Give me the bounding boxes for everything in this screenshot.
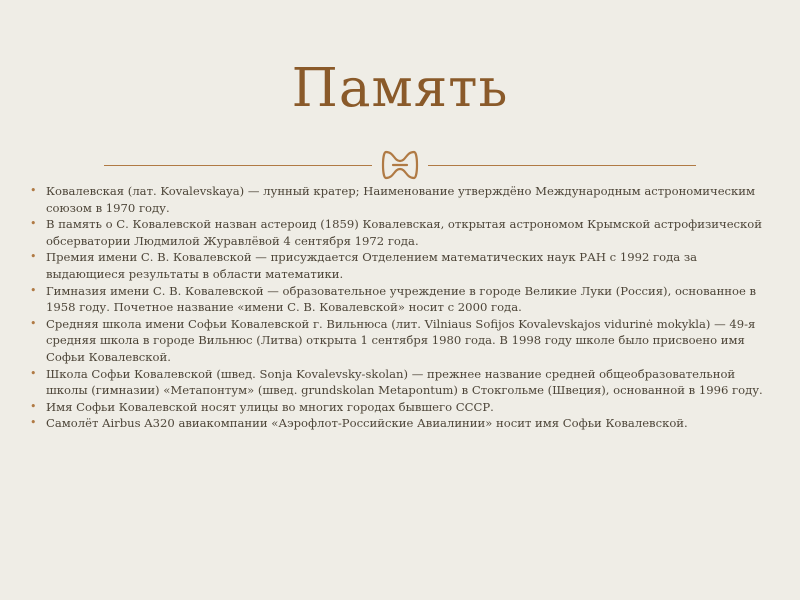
bullet-text: Самолёт Airbus A320 авиакомпании «Аэрофлот-Российские Авиалинии» носит имя Софьи Ковалевской. [46,416,688,431]
bullet-item [28,415,776,432]
divider-line-left [104,165,372,166]
bullet-text: Премия имени С. В. Ковалевской — присуждается Отделением математических наук РАН с 1992 года за выдающиеся результаты в области математики. [46,250,698,281]
bullet-text: Гимназия имени С. В. Ковалевской — образовательное учреждение в городе Великие Луки (Россия), основанное в 1958 году. Почетное название «имени С. В. Ковалевской» носит с 2000 года. [46,283,757,315]
bullet-item [28,316,776,366]
bullet-item [28,366,776,399]
bullet-marker-icon: • [30,399,37,413]
bullet-marker-icon: • [30,283,37,297]
bullet-text: В память о С. Ковалевской назван астероид (1859) Ковалевская, открытая астрономом Крымской астрофизической обсерватории Людмилой Журавлёвой 4 сентября 1972 года. [46,217,762,248]
bullet-marker-icon: • [30,316,37,330]
bullet-text: Школа Софьи Ковалевской (швед. Sonja Kovalevsky-skolan) — прежнее название средней общеобразовательной школы (гимназии) «Метапонтум» (швед. grundskolan Metapontum) в Стокгольме (Швеция), основанной в 1996 году. [46,366,763,398]
bullet-item [28,283,776,316]
bullet-item [28,183,776,216]
bullet-text: Средняя школа имени Софьи Ковалевской г. Вильнюса (лит. Vilniaus Sofijos Kovalevskajos vidurinė mokykla) — 49-я средняя школа в городе Вильнюс (Литва) открыта 1 сентября 1980 года. В 1998 году школе было присвоено имя Софьи Ковалевской. [46,316,756,364]
bullet-marker-icon: • [30,217,37,231]
bullet-marker-icon: • [30,250,37,264]
bullet-list [28,183,776,432]
bullet-marker-icon: • [30,416,37,430]
bullet-item [28,399,776,416]
bullet-item [28,249,776,282]
scroll-ornament-icon [380,148,420,182]
divider-line-right [428,165,696,166]
bullet-text: Имя Софьи Ковалевской носят улицы во многих городах бывшего СССР. [46,399,494,414]
bullet-marker-icon: • [30,184,37,197]
bullet-item [28,216,776,249]
bullet-text: Ковалевская (лат. Kovalevskaya) — лунный кратер; Наименование утверждёно Международным астрономическим союзом в 1970 году. [46,184,756,215]
bullet-marker-icon: • [30,366,37,380]
slide-title: Память [291,58,509,119]
